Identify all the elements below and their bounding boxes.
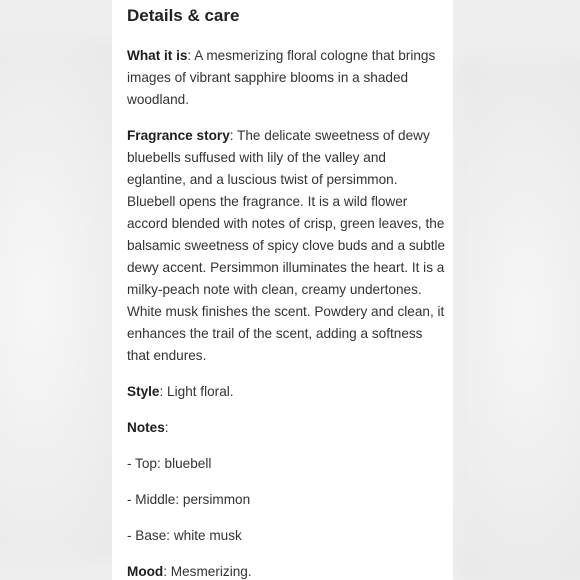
notes-label: Notes <box>127 420 165 435</box>
note-base: - Base: white musk <box>127 528 242 543</box>
mood-paragraph <box>127 561 447 580</box>
details-care-panel <box>112 0 453 580</box>
style-paragraph <box>127 381 447 403</box>
note-middle: - Middle: persimmon <box>127 492 251 507</box>
style-label: Style <box>127 384 160 399</box>
fragrance-story-label: Fragrance story <box>127 128 230 143</box>
style-text: : Light floral. <box>159 384 234 399</box>
mood-label: Mood <box>127 564 164 579</box>
background-blur-right <box>460 60 580 580</box>
fragrance-story-text: : The delicate sweetness of dewy bluebells suffused with lily of the valley and eglantine, and a luscious twist of persimmon. Bluebell opens the fragrance. It is a wild flower accord blended with notes of crisp, green leaves, the balsamic sweetness of spicy clove buds and a subtle dewy accent. Persimmon illuminates the heart. It is a milky-peach note with clean, creamy undertones. White musk finishes the scent. Powdery and clean, it enhances the trail of the scent, adding a softness that endures. <box>127 128 446 363</box>
what-it-is-text: : A mesmerizing floral cologne that brings images of vibrant sapphire blooms in a shaded woodland. <box>127 48 436 107</box>
what-it-is-label: What it is <box>127 48 188 63</box>
note-top: - Top: bluebell <box>127 456 212 471</box>
notes-suffix: : <box>164 420 169 435</box>
section-title: Details & care <box>127 6 240 25</box>
fragrance-story-paragraph <box>127 125 447 367</box>
what-it-is-paragraph <box>127 45 447 111</box>
notes-heading <box>127 417 447 439</box>
mood-text: : Mesmerizing. <box>163 564 252 579</box>
background-blur-left <box>0 40 130 560</box>
